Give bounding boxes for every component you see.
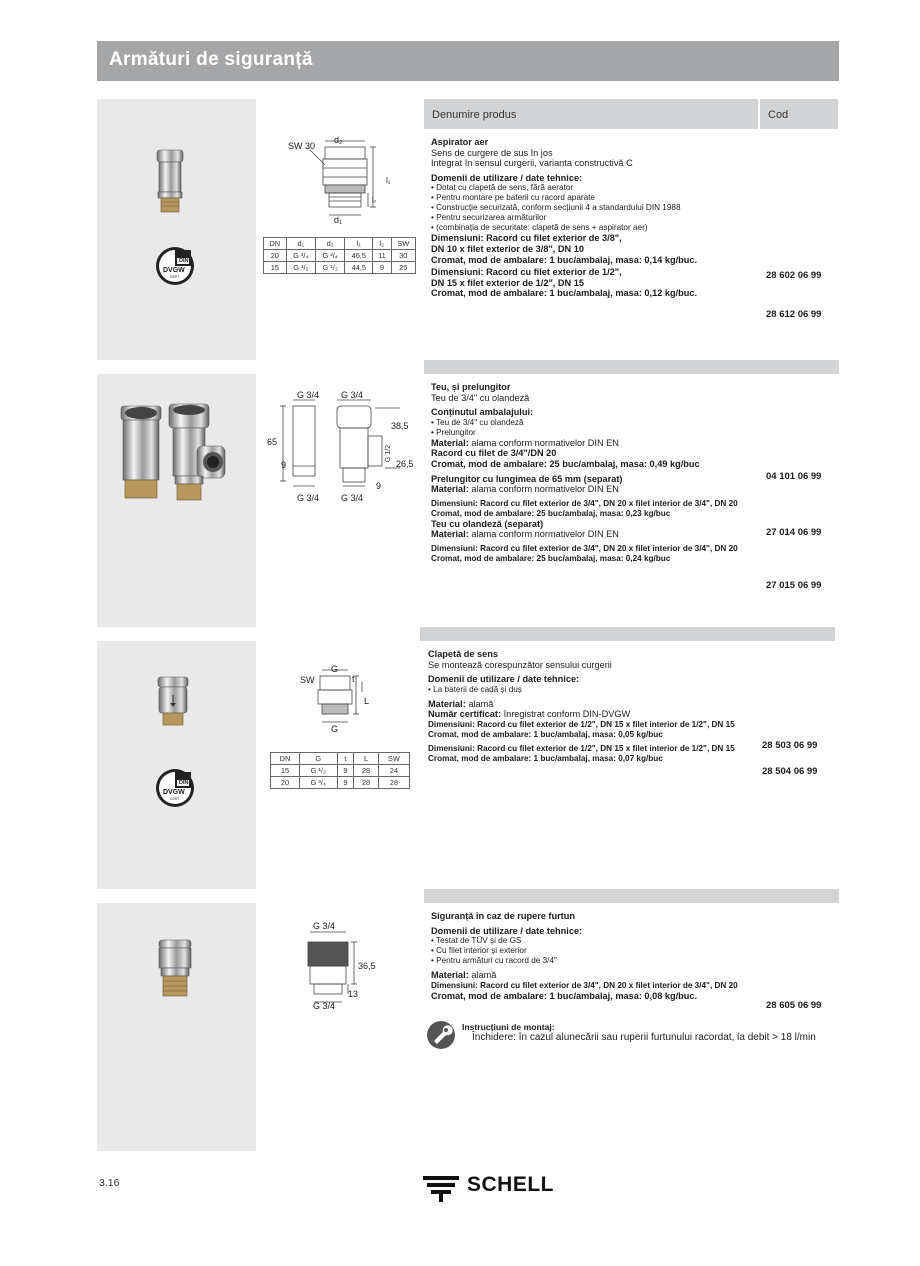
dimension-table-header-row xyxy=(264,238,416,250)
material-value: alama conform normativelor DIN EN xyxy=(468,484,619,495)
product-name: Siguranță în caz de rupere furtun xyxy=(431,911,575,921)
bullet-item: • (combinația de securitate: clapetă de sens + aspirator aer) xyxy=(431,223,648,233)
bullet-item: • Pentru securizarea armăturilor xyxy=(431,213,547,223)
column-header-name-label: Denumire produs xyxy=(432,109,517,121)
dimension-table-row xyxy=(271,765,410,777)
drawing-label: 13 xyxy=(348,989,359,999)
dimension-cell: G ¹/₂ xyxy=(315,262,344,274)
brand-logo-text: SCHELL xyxy=(467,1173,554,1196)
dimension-cell: G ³/₄ xyxy=(286,250,315,262)
drawing-label: 26,5 xyxy=(396,459,414,469)
drawing-label: G 3/4 xyxy=(297,390,320,400)
dvgw-label: DVGW xyxy=(163,267,185,274)
dimension-cell: 25 xyxy=(391,262,415,274)
dvgw-label: DVGW xyxy=(163,789,185,796)
page-number: 3.16 xyxy=(99,1177,120,1189)
dimension-cell: 20 xyxy=(264,250,287,262)
product-name: Aspirator aer xyxy=(431,137,489,147)
material-label: Material: xyxy=(431,484,469,495)
hose-rupture-safety-photo xyxy=(153,938,197,1000)
variant-line: Cromat, mod de ambalare: 25 buc/ambalaj, masa: 0,23 kg/buc xyxy=(431,508,671,518)
product-code: 28 602 06 99 xyxy=(766,270,822,281)
drawing-label-sw: SW 30 xyxy=(288,141,316,151)
drawing-label: G 3/4 xyxy=(297,493,320,503)
column-header-code-label: Cod xyxy=(768,109,789,121)
wrench-icon xyxy=(426,1020,456,1050)
product-code: 28 612 06 99 xyxy=(766,309,822,320)
drawing-label: 65 xyxy=(267,437,278,447)
drawing-label-d1: d₁ xyxy=(334,215,343,225)
drawing-label: L xyxy=(364,696,370,706)
bullet-item: • Dotat cu clapetă de sens, fără aerator xyxy=(431,183,574,193)
column-header-name xyxy=(424,99,758,129)
variant-line: Cromat, mod de ambalare: 1 buc/ambalaj, masa: 0,07 kg/buc xyxy=(428,753,663,763)
material-value: alamă xyxy=(468,970,497,981)
certificate-label: Număr certificat: xyxy=(428,709,502,720)
drawing-label: 9 xyxy=(376,481,382,491)
product-code: 27 015 06 99 xyxy=(766,580,822,591)
material-label: Material: xyxy=(431,529,469,540)
dimension-cell: 9 xyxy=(373,262,391,274)
bullet-item: • Pentru armături cu racord de 3/4" xyxy=(431,956,557,966)
dimension-header-cell: d₁ xyxy=(286,238,315,250)
variant-line: Cromat, mod de ambalare: 1 buc/ambalaj, masa: 0,12 kg/buc. xyxy=(431,288,698,299)
drawing-label: G 3/4 xyxy=(313,1001,336,1011)
dimension-cell: 28 xyxy=(378,777,409,789)
variant-line: Dimensiuni: Racord cu filet exterior de 3/4", DN 20 x filet interior de 3/4", DN 20 xyxy=(431,498,738,508)
dimension-header-cell: d₂ xyxy=(315,238,344,250)
dimension-cell: 9 xyxy=(337,777,354,789)
dimension-header-cell: L xyxy=(354,753,378,765)
certification-seal-icon xyxy=(155,246,195,286)
dimension-cell: G ¹/₂ xyxy=(299,765,337,777)
bullet-item: • Testat de TÜV și de GS xyxy=(431,936,522,946)
variant-line: Cromat, mod de ambalare: 1 buc/ambalaj, masa: 0,14 kg/buc. xyxy=(431,254,698,265)
dimension-header-cell: t xyxy=(337,753,354,765)
dimension-table-row xyxy=(264,262,416,274)
drawing-label: G 3/4 xyxy=(341,390,364,400)
section-title: Domenii de utilizare / date tehnice: xyxy=(428,674,580,685)
variant-line: Dimensiuni: Racord cu filet exterior de 1/2", xyxy=(431,267,622,278)
photo-panel-1 xyxy=(97,99,256,360)
din-label: DIN xyxy=(179,780,189,786)
column-header-code xyxy=(760,99,838,129)
drawing-label-l1: l₁ xyxy=(386,176,391,185)
material-label: Material: xyxy=(428,698,466,709)
material-value: alamă xyxy=(465,698,494,709)
product-code: 28 605 06 99 xyxy=(766,1000,822,1011)
drawing-label: G 3/4 xyxy=(341,493,364,503)
dimension-table-check-valve xyxy=(270,752,410,789)
dimension-table-aspirator xyxy=(263,237,416,274)
din-dvgw-certification-badge xyxy=(155,768,195,808)
schell-logo-icon xyxy=(423,1174,463,1204)
product-description-hose-safety xyxy=(431,911,761,1001)
drawing-label: G xyxy=(331,664,339,674)
dimension-cell: 9 xyxy=(337,765,354,777)
page-title: Armături de siguranță xyxy=(109,49,313,70)
din-label: DIN xyxy=(179,258,189,264)
variant-line: DN 10 x filet exterior de 3/8", DN 10 xyxy=(431,243,584,254)
dimension-header-cell: l₂ xyxy=(373,238,391,250)
dimension-cell: G ³/₄ xyxy=(315,250,344,262)
product-code: 28 504 06 99 xyxy=(762,766,818,777)
drawing-label: t xyxy=(352,674,355,684)
section-separator xyxy=(424,889,839,903)
dimension-header-cell: DN xyxy=(264,238,287,250)
dimension-header-cell: DN xyxy=(271,753,300,765)
dimension-cell: 44,5 xyxy=(345,262,373,274)
dimension-cell: 24 xyxy=(378,765,409,777)
dimension-cell: G ³/₄ xyxy=(299,777,337,789)
product-description-aspirator xyxy=(431,137,761,299)
drawing-label: G xyxy=(331,724,339,734)
product-name: Teu, și prelungitor xyxy=(431,382,511,392)
bullet-item: • La baterii de cadă și duș xyxy=(428,684,522,694)
variant-line: Cromat, mod de ambalare: 25 buc/ambalaj, masa: 0,24 kg/buc xyxy=(431,553,671,563)
drawing-label: G 3/4 xyxy=(313,921,336,931)
dimension-table-row xyxy=(271,777,410,789)
section-title: Domenii de utilizare / date tehnice: xyxy=(431,172,583,183)
dimension-header-cell: G xyxy=(299,753,337,765)
section-separator xyxy=(420,627,835,641)
air-aspirator-photo xyxy=(150,148,190,216)
drawing-label: SW xyxy=(300,675,315,685)
sub-product-title: Prelungitor cu lungimea de 65 mm (separat) xyxy=(431,473,623,484)
dimension-header-cell: SW xyxy=(391,238,415,250)
bullet-item: • Construcție securizată, conform secțiunii 4 a standardului DIN 1988 xyxy=(431,203,681,213)
drawing-label: 38,5 xyxy=(391,421,409,431)
product-description-tee xyxy=(431,382,761,564)
dimension-cell: 20 xyxy=(271,777,300,789)
material-value: alama conform normativelor DIN EN xyxy=(468,437,619,448)
product-desc-line: Sens de curgere de sus în jos xyxy=(431,147,553,158)
installation-title: Instrucțiuni de montaj: xyxy=(462,1022,555,1032)
variant-line: Cromat, mod de ambalare: 25 buc/ambalaj, masa: 0,49 kg/buc xyxy=(431,458,700,469)
dimension-table-header-row xyxy=(271,753,410,765)
tee-and-extension-photo xyxy=(115,400,235,512)
dimension-header-cell: SW xyxy=(378,753,409,765)
dimension-cell: 15 xyxy=(264,262,287,274)
dimension-cell: 28 xyxy=(354,777,378,789)
check-valve-photo xyxy=(153,675,193,729)
variant-line: Dimensiuni: Racord cu filet exterior de 3/8", xyxy=(431,233,622,244)
dimension-table-row xyxy=(264,250,416,262)
bullet-item: • Teu de 3/4" cu olandeză xyxy=(431,417,524,427)
dimension-cell: 15 xyxy=(271,765,300,777)
page-title-bar xyxy=(97,41,839,81)
section-separator xyxy=(424,360,839,374)
drawing-label-l2: l₂ xyxy=(372,197,377,204)
material-label: Material: xyxy=(431,970,469,981)
variant-line: DN 15 x filet exterior de 1/2", DN 15 xyxy=(431,277,584,288)
drawing-label: G 1/2 xyxy=(385,444,393,463)
product-desc-line: Teu de 3/4" cu olandeză xyxy=(431,392,530,403)
product-code: 27 014 06 99 xyxy=(766,527,822,538)
bullet-item: • Prelungitor xyxy=(431,427,476,437)
bullet-item: • Pentru montare pe baterii cu racord aparate xyxy=(431,193,595,203)
section-title: Domenii de utilizare / date tehnice: xyxy=(431,925,583,936)
drawing-label: 36,5 xyxy=(358,961,376,971)
dimension-cell: G ¹/₂ xyxy=(286,262,315,274)
product-description-check-valve xyxy=(428,649,758,764)
bullet-item: • Cu filet interior și exterior xyxy=(431,946,527,956)
variant-line: Dimensiuni: Racord cu filet exterior de 1/2", DN 15 x filet interior de 1/2", DN 15 xyxy=(428,743,735,753)
drawing-label: 9 xyxy=(281,460,287,470)
product-code: 04 101 06 99 xyxy=(766,471,822,482)
cert-label: CERT xyxy=(170,275,180,279)
variant-line: Dimensiuni: Racord cu filet exterior de 3/4", DN 20 x filet interior de 3/4", DN 20 xyxy=(431,980,738,990)
cert-label: CERT xyxy=(170,797,180,801)
dimension-header-cell: l₁ xyxy=(345,238,373,250)
dimension-cell: 46,5 xyxy=(345,250,373,262)
din-dvgw-certification-badge xyxy=(155,246,195,286)
product-name: Clapetă de sens xyxy=(428,649,498,659)
material-label: Material: xyxy=(431,437,469,448)
variant-line: Cromat, mod de ambalare: 1 buc/ambalaj, masa: 0,05 kg/buc xyxy=(428,729,663,739)
dimension-cell: 28 xyxy=(354,765,378,777)
section-title: Conținutul ambalajului: xyxy=(431,407,534,418)
variant-line: Dimensiuni: Racord cu filet exterior de 1/2", DN 15 x filet interior de 1/2", DN 15 xyxy=(428,719,735,729)
dimension-cell: 11 xyxy=(373,250,391,262)
certification-seal-icon xyxy=(155,768,195,808)
product-code: 28 503 06 99 xyxy=(762,740,818,751)
material-value: alama conform normativelor DIN EN xyxy=(468,529,619,540)
sub-product-title: Teu cu olandeză (separat) xyxy=(431,518,544,529)
drawing-label-d2: d₂ xyxy=(334,135,343,145)
variant-line: Dimensiuni: Racord cu filet exterior de 3/4", DN 20 x filet interior de 3/4", DN 20 xyxy=(431,543,738,553)
certificate-value: înregistrat conform DIN-DVGW xyxy=(501,709,631,720)
product-desc-line: Se montează corespunzător sensului curgerii xyxy=(428,659,612,670)
installation-text: Închidere: în cazul alunecării sau ruperii furtunului racordat, la debit > 18 l/min xyxy=(472,1032,816,1043)
product-desc-line: Integrat în sensul curgerii, varianta constructivă C xyxy=(431,158,633,169)
variant-line: Cromat, mod de ambalare: 1 buc/ambalaj, masa: 0,08 kg/buc. xyxy=(431,990,698,1001)
dimension-cell: 30 xyxy=(391,250,415,262)
connection-line: Racord cu filet de 3/4"/DN 20 xyxy=(431,448,557,459)
